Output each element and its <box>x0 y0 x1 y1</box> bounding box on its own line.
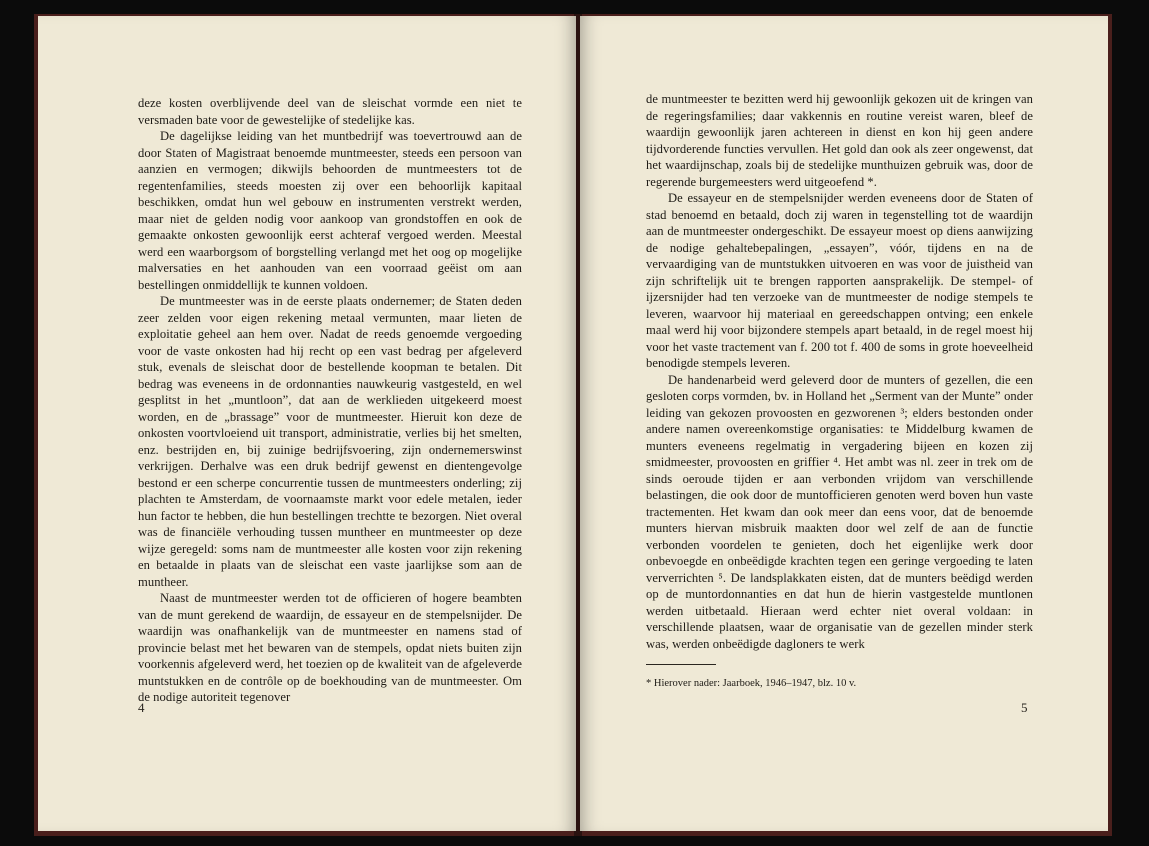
paragraph: De essayeur en de stempelsnijder werden eveneens door de Staten of stad benoemd en betaald, doch zij waren in tegenstelling tot de waardijn aan de muntmeester ondergeschikt. De essayeur moest op diens aanwijzing de nodige gehaltebepalingen, „essayen”, vóór, tijdens en na de vervaardiging van de muntstukken uitvoeren en was voor de juistheid van zijn schriftelijk uit te brengen rapporten aansprakelijk. De stempel- of ijzersnijder had ten verzoeke van de muntmeester de nodige stempels te leveren, waarvoor hij materiaal en gereedschappen ontving; een enkele maal werd hij voor bijzondere stempels apart betaald, in de regel moest hij voor het vaste tractement van f. 200 tot f. 400 de soms in grote hoeveelheid benodigde stempels leveren. <box>646 191 1033 370</box>
footnote: * Hierover nader: Jaarboek, 1946–1947, blz. 10 v. <box>646 678 857 689</box>
paragraph: deze kosten overblijvende deel van de sleischat vormde een niet te versmaden bate voor de gewestelijke of stedelijke kas. <box>138 96 522 127</box>
book-spread <box>34 14 1112 836</box>
paragraph: De dagelijkse leiding van het muntbedrijf was toevertrouwd aan de door Staten of Magistraat benoemde muntmeester, steeds een persoon van aanzien en vermogen; dikwijls behoorden de muntmeesters tot de regentenfamilies, steeds moesten zij over een behoorlijk kapitaal beschikken, omdat hun wel gebouw en instrumenten verstrekt werden, maar niet de gelden nodig voor aankoop van grondstoffen en ook de gemaakte onkosten gewoonlijk eerst achteraf vergoed werden. Meestal werd een waarborgsom of borgstelling verlangd met het oog op mogelijke malversaties en het aanhouden van een voorraad geëist om aan bestellingen onmiddellijk te kunnen voldoen. <box>138 129 522 292</box>
left-page-text <box>138 95 522 706</box>
page-number: 4 <box>138 700 145 715</box>
paragraph: Naast de muntmeester werden tot de officieren of hogere beambten van de munt gerekend de waardijn, de essayeur en de stempelsnijder. De waardijn was onafhankelijk van de muntmeester en namens stad of provincie belast met het bewaren van de stempels, opdat niets buiten zijn voorkennis afgeleverd werd, het toezien op de kwaliteit van de afgeleverde muntstukken en de contrôle op de boekhouding van de muntmeester. Om de nodige autoriteit tegenover <box>138 591 522 704</box>
right-page <box>580 16 1108 831</box>
paragraph: de muntmeester te bezitten werd hij gewoonlijk gekozen uit de kringen van de regeringsfamilies; daar vakkennis en routine vereist waren, bleef de waardijn gewoonlijk jaren achtereen in dienst en kon hij geen andere tijdvorderende functies vervullen. Het gold dan ook als zeer ongewenst, dat het waardijnschap, zoals bij de stedelijke munthuizen gebruik was, door de regerende burgemeesters werd uitgeoefend *. <box>646 92 1033 189</box>
paragraph: De muntmeester was in de eerste plaats ondernemer; de Staten deden zeer zelden voor eigen rekening metaal vermunten, maar lieten de exploitatie geheel aan hem over. Nadat de reeds genoemde vergoeding voor de vaste onkosten had hij recht op een vast bedrag per afgeleverd stuk, evenals de sleischat door de bestellende koopman te betalen. Dit bedrag was eveneens in de ordonnanties nauwkeurig vastgesteld, en wel gesplitst in het „muntloon”, dat aan de werklieden uitgekeerd moest worden, en de „brassage” voor de muntmeester. Hieruit kon deze de onkosten voortvloeiend uit transport, administratie, verlies bij het smelten, enz. bestrijden en, bij zuinige bedrijfsvoering, zijn ondernemerswinst verkrijgen. Derhalve was een druk bedrijf gewenst en dientengevolge bestond er een scherpe concurrentie tussen de muntmeesters onderling; zij plachten te Amsterdam, de voornaamste markt voor edele metalen, ieder hun factor te hebben, die hun bestellingen trechtte te bezorgen. Niet overal was de financiële verhouding tussen muntheer en muntmeester op deze wijze geregeld: soms nam de muntmeester alle kosten voor zijn rekening en betaalde in plaats van de sleischat een vaste jaarlijkse som aan de muntheer. <box>138 294 522 589</box>
footnote-rule <box>646 664 716 665</box>
left-page <box>38 16 576 831</box>
paragraph: De handenarbeid werd geleverd door de munters of gezellen, die een gesloten corps vormden, bv. in Holland het „Serment van der Munte” onder leiding van gekozen provoosten en gezworenen ³; elders bestonden onder andere namen overeenkomstige organisaties: te Middelburg kwamen de munters eveneens regelmatig in vergadering bijeen en kozen zij smidmeester, provoosten en griffier ⁴. Het ambt was nl. zeer in trek om de sinds oeroude tijden er aan verbonden vrijdom van verschillende belastingen, die ook door de muntofficieren genoten werd boven hun vaste tractementen. Het kwam dan ook meer dan eens voor, dat de benoemde munters hiervan misbruik maakten door wel zelf de aan de functie verbonden voordelen te genieten, doch het eigenlijke werk door onbevoegde en onbeëdigde krachten tegen een geringe vergoeding te laten ververrichten ⁵. De landsplakkaten eisten, dat de munters beëdigd werden op de muntordonnanties en dat hun de hierin vastgestelde muntlonen werden uitbetaald. Hieraan werd echter niet overal voldaan: in verschillende plaatsen, waar de organisatie van de gezellen minder sterk was, werden onbeëdigde dagloners te werk <box>646 372 1033 651</box>
right-page-text <box>646 91 1033 652</box>
page-number: 5 <box>1021 700 1028 715</box>
